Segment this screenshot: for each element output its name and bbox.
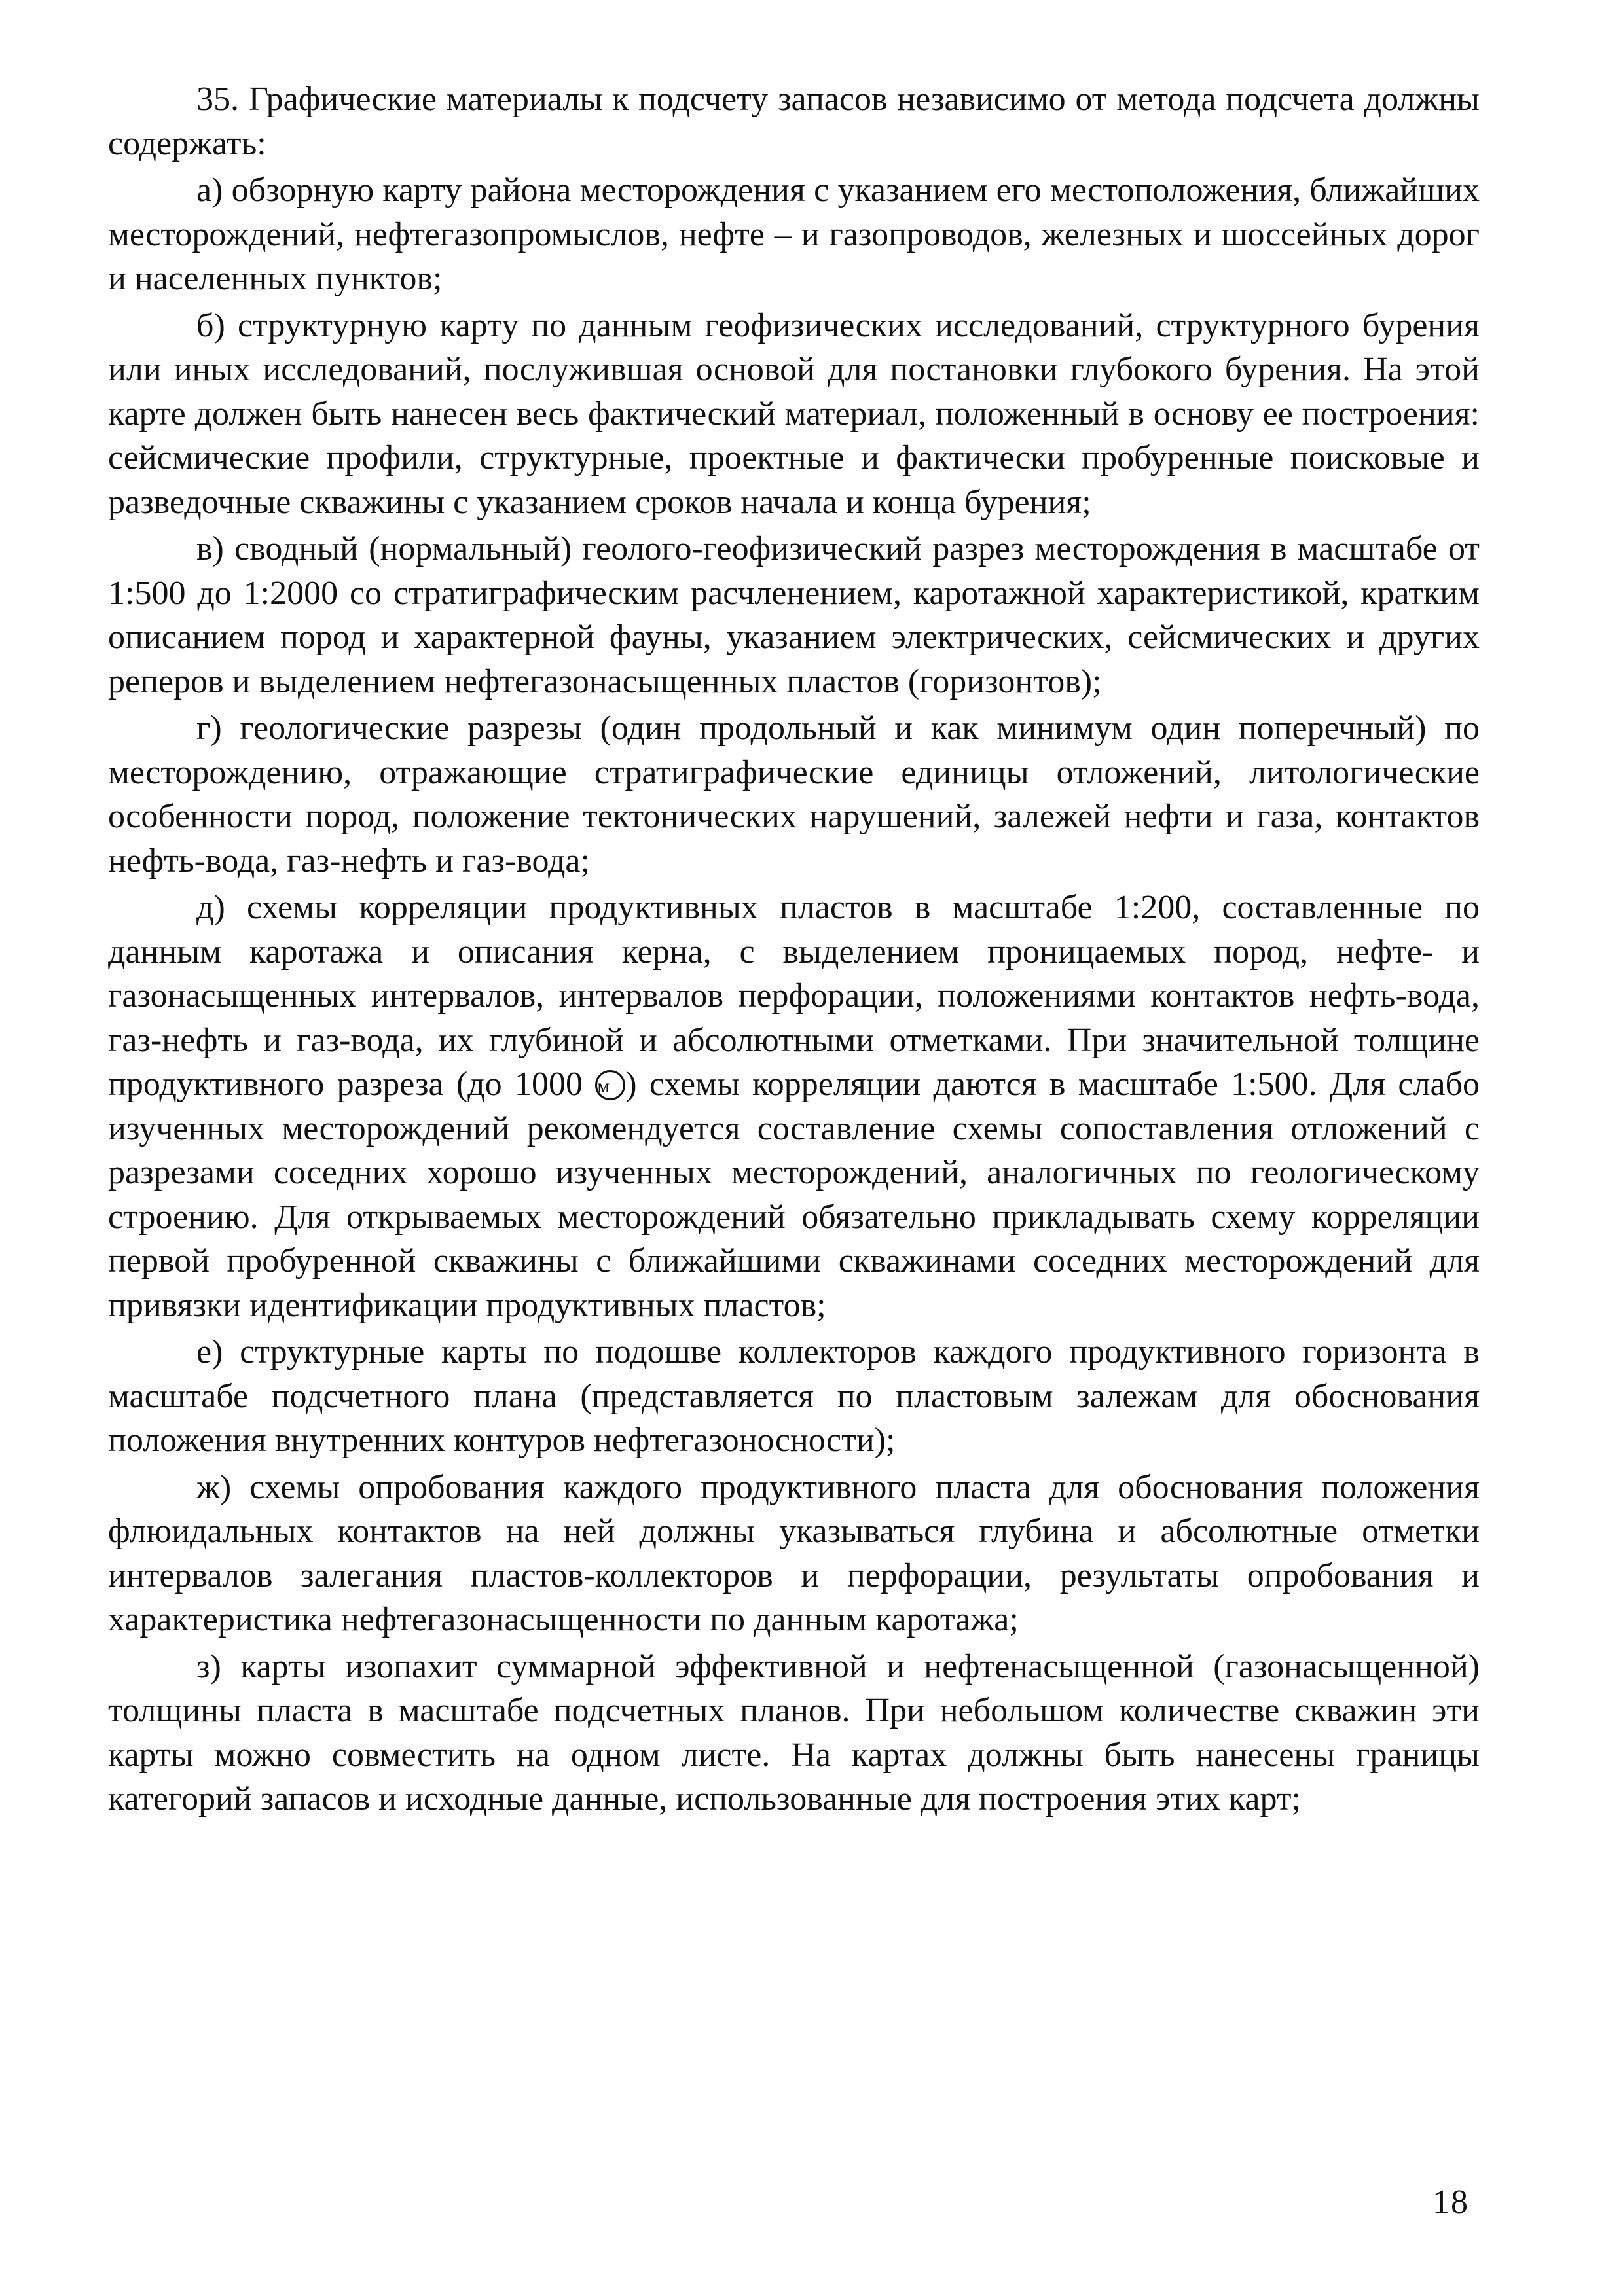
page-number: 18 <box>1432 2183 1469 2221</box>
item-v-paragraph: в) сводный (нормальный) геолого-геофизический разрез месторождения в масштабе от 1:500 до 1:2000 со стратиграфическим расчленением, каротажной характеристикой, кратким описанием пород и характерной фауны, указанием электрических, сейсмических и других реперов и выделением нефтегазонасыщенных пластов (горизонтов); <box>108 530 1480 700</box>
item-z-paragraph: з) карты изопахит суммарной эффективной и нефтенасыщенной (газонасыщенной) толщины пласта в масштабе подсчетных планов. При небольшом количестве скважин эти карты можно совместить на одном листе. На картах должны быть нанесены границы категорий запасов и исходные данные, использованные для построения этих карт; <box>108 1647 1480 1818</box>
item-zh-paragraph: ж) схемы опробования каждого продуктивного пласта для обоснования положения флюидальных контактов на ней должны указываться глубина и абсолютные отметки интервалов залегания пластов-коллекторов и перфорации, результаты опробования и характеристика нефтегазонасыщенности по данным каротажа; <box>108 1468 1480 1638</box>
item-d-text-part1: д) схемы корреляции продуктивных пластов в масштабе 1:200, составленные по данным каротажа и описания керна, с выделением проницаемых пород, нефте- и газонасыщенных интервалов, интервалов перфорации, положениями контактов нефть-вода, газ-нефть и газ-вода, их глубиной и абсолютными отметками. При значительной толщине продуктивного разреза (до 1000 <box>108 889 1480 1103</box>
item-b-paragraph: б) структурную карту по данным геофизических исследований, структурного бурения или иных исследований, послужившая основой для постановки глубокого бурения. На этой карте должен быть нанесен весь фактический материал, положенный в основу ее построения: сейсмические профили, структурные, проектные и фактически пробуренные поисковые и разведочные скважины с указанием сроков начала и конца бурения; <box>108 306 1480 521</box>
item-g-paragraph: г) геологические разрезы (один продольный и как минимум один поперечный) по месторождению, отражающие стратиграфические единицы отложений, литологические особенности пород, положение тектонических нарушений, залежей нефти и газа, контактов нефть-вода, газ-нефть и газ-вода; <box>108 709 1480 880</box>
document-body <box>108 77 1480 1821</box>
item-a-paragraph: а) обзорную карту района месторождения с указанием его местоположения, ближайших месторождений, нефтегазопромыслов, нефте – и газопроводов, железных и шоссейных дорог и населенных пунктов; <box>108 171 1480 297</box>
item-d-text-part2: ) схемы корреляции даются в масштабе 1:500. Для слабо изученных месторождений рекомендуется составление схемы сопоставления отложений с разрезами соседних хорошо изученных месторождений, аналогичных по геологическому строению. Для открываемых месторождений обязательно прикладывать схему корреляции первой пробуренной скважины с ближайшими скважинами соседних месторождений для привязки идентификации продуктивных пластов; <box>108 1066 1480 1324</box>
item-d-paragraph <box>108 886 1480 1327</box>
section-intro-paragraph: 35. Графические материалы к подсчету запасов независимо от метода подсчета должны содержать: <box>108 81 1480 162</box>
circled-unit-m-icon: м <box>595 1070 625 1100</box>
item-e-paragraph: е) структурные карты по подошве коллекторов каждого продуктивного горизонта в масштабе подсчетного плана (представляется по пластовым залежам для обоснования положения внутренних контуров нефтегазоносности); <box>108 1333 1480 1459</box>
